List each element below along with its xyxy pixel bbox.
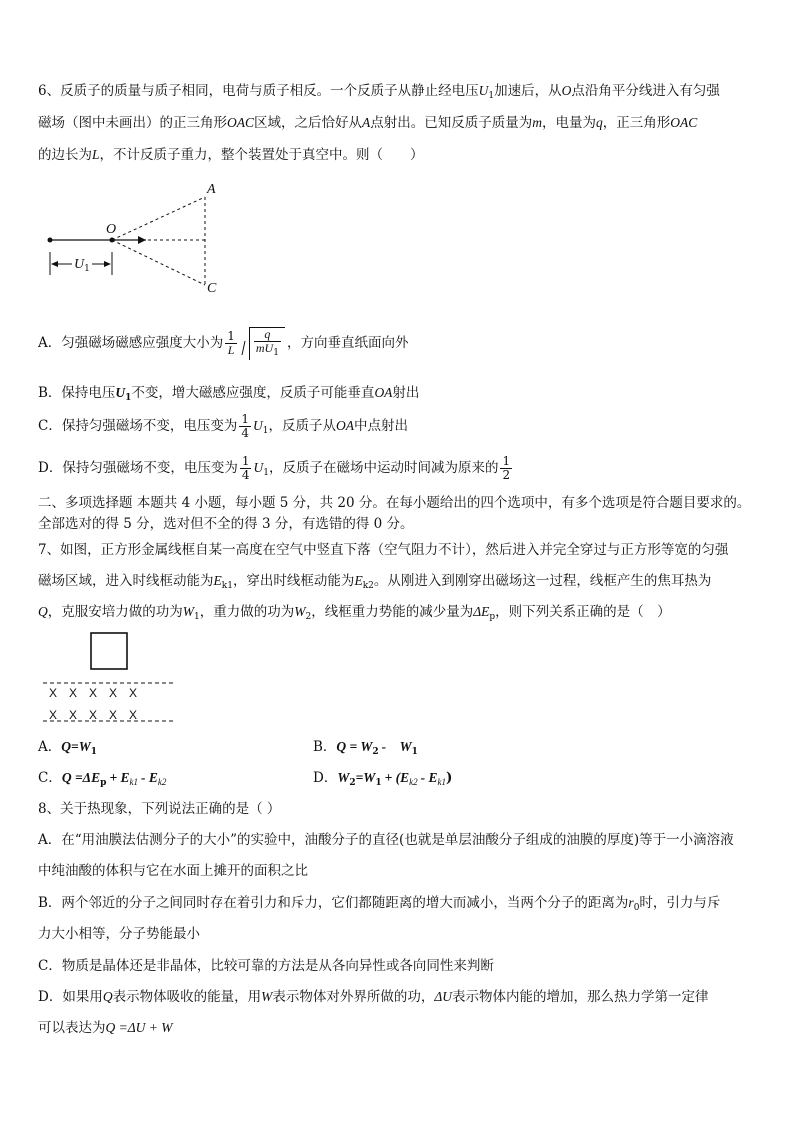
q7-opt-expr: + E — [109, 770, 130, 785]
q7-opt-expr: + (E — [384, 770, 410, 785]
q6-sym: OA — [374, 385, 393, 400]
q7-option-c — [38, 769, 166, 792]
q7-sym: Q — [38, 604, 48, 619]
q6-label-a: A — [207, 182, 216, 197]
frac-num: 1 — [241, 412, 249, 426]
q8-sym: W — [261, 989, 273, 1004]
q7-opt-label: C． — [38, 770, 62, 786]
q6-sym: U — [478, 83, 489, 98]
q7-sub: 2 — [305, 612, 312, 622]
q7-text: ，克服安培力做的功为 — [47, 604, 183, 620]
q8-option-b-line2: 力大小相等，分子势能最小 — [38, 926, 200, 942]
q7-opt-expr: =W — [355, 770, 376, 785]
q7-opt-expr: Q =ΔE — [61, 770, 101, 785]
q6-u1-symbol: U — [74, 257, 85, 272]
q7-opt-expr: W — [337, 770, 350, 785]
q8-option-c: C．物质是晶体还是非晶体，比较可靠的方法是从各向异性或各向同性来判断 — [38, 958, 494, 974]
q8-text: 表示物体吸收的能量，用 — [112, 989, 262, 1005]
q6-sym: L — [92, 147, 100, 162]
q6-opt-text: 不变，增大磁感应强度，反质子可能垂直 — [131, 385, 375, 401]
q7-sub: k2 — [157, 777, 167, 787]
q7-sub: 1 — [194, 612, 200, 622]
q8-text: B．两个邻近的分子之间同时存在着引力和斥力，它们都随距离的增大而减小，当两个分子的距离为 — [38, 895, 629, 911]
q8-option-b-line1 — [38, 894, 720, 917]
q6-sym: A — [362, 115, 371, 130]
frac-sub: 1 — [273, 348, 279, 358]
q8-sym: Q =ΔU + W — [105, 1020, 173, 1035]
q6-text: 点沿角平分线进入有匀强 — [571, 83, 720, 99]
q7-sub: 1 — [90, 747, 97, 757]
q7-sub: 1 — [375, 778, 382, 788]
q7-opt-expr: - E — [141, 770, 158, 785]
q7-text: ，重力做的功为 — [199, 604, 295, 620]
frac-num: 1 — [502, 454, 511, 468]
q7-field-row1: X X X X X — [49, 686, 138, 700]
frac-num: q — [254, 328, 281, 342]
q7-sub: 2 — [372, 747, 379, 757]
q6-sym: U — [253, 460, 264, 475]
q7-sub: 2 — [349, 778, 356, 788]
q7-text: 。从刚进入到刚穿出磁场这一过程，线框产生的焦耳热为 — [373, 573, 712, 589]
q7-option-a — [38, 738, 97, 761]
q6-text: 6、反质子的质量与质子相同，电荷与质子相反。一个反质子从静止经电压 — [38, 83, 479, 99]
q6-label-c: C — [207, 281, 217, 296]
q7-sym: E — [354, 573, 363, 588]
q7-sub: 1 — [411, 747, 418, 757]
q7-opt-label: B． — [313, 739, 337, 755]
q8-text: 表示物体对外界所做的功， — [272, 989, 435, 1005]
frac-den: 2 — [502, 468, 511, 482]
q8-option-a-line2: 中纯油酸的体积与它在水面上摊开的面积之比 — [38, 863, 308, 879]
q6-opt-text: B．保持电压 — [38, 385, 116, 401]
q6-sym: m — [532, 115, 542, 130]
q7-opt-expr: Q = W — [336, 739, 373, 754]
q7-sym: ΔE — [473, 604, 490, 619]
frac-den: mU — [255, 341, 274, 355]
q6-text: 加速后，从 — [494, 83, 562, 99]
q6-text: 点射出。已知反质子质量为 — [370, 115, 533, 131]
q6-sym: q — [596, 115, 603, 130]
q7-sub: k1 — [129, 777, 139, 787]
q8-text: D．如果用 — [38, 989, 103, 1005]
q6-opt-text: 射出 — [392, 385, 420, 401]
q8-text: 可以表达为 — [38, 1020, 106, 1036]
q6-sub: 1 — [488, 91, 495, 101]
q7-sub: k2 — [362, 581, 374, 591]
q7-line1: 7、如图，正方形金属线框自某一高度在空气中竖直下落（空气阻力不计），然后进入并完全穿过与正方形等宽的匀强 — [38, 542, 729, 558]
section2-line2: 全部选对的得 5 分，选对但不全的得 3 分，有选错的得 0 分。 — [38, 516, 414, 532]
q8-line1: 8、关于热现象，下列说法正确的是（ ） — [38, 801, 281, 817]
q7-text: ，则下列关系正确的是（ ） — [495, 604, 671, 620]
q6-sub: 1 — [263, 468, 269, 478]
frac-den: 4 — [241, 468, 250, 482]
q8-sub: 0 — [633, 903, 640, 913]
q6-u1-sub: 1 — [84, 264, 90, 274]
q6-opt-text: C．保持匀强磁场不变，电压变为 — [38, 418, 238, 434]
q6-sym: U — [252, 418, 263, 433]
q8-option-a-line1: A．在“用油膜法估测分子的大小”的实验中，油酸分子的直径(也就是单层油酸分子组成的油膜的厚度)等于一小滴溶液 — [38, 832, 734, 848]
q6-label-o: O — [106, 222, 117, 237]
frac-den: L — [227, 343, 235, 357]
q7-opt-expr: Q=W — [61, 739, 91, 754]
q7-sym: W — [294, 604, 306, 619]
q6-sub: 1 — [125, 393, 132, 403]
q7-opt-expr: - E — [420, 770, 438, 785]
q7-square-frame — [91, 633, 127, 669]
frac-num: 1 — [241, 454, 250, 468]
q6-text: ，正三角形 — [602, 115, 671, 131]
q7-sub: p — [489, 612, 496, 622]
q6-sub: 1 — [262, 426, 269, 436]
q6-text: ，电量为 — [542, 115, 596, 131]
q7-sub: k1 — [437, 777, 447, 787]
q6-opt-text: 中点射出 — [353, 418, 408, 434]
q6-opt-text: ，反质子在磁场中运动时间减为原来的 — [268, 460, 499, 476]
q7-field-row2: X X X X X — [49, 708, 138, 722]
q6-text: 磁场（图中未画出）的正三角形 — [38, 115, 227, 131]
frac-num: 1 — [227, 329, 235, 343]
q7-sub: k1 — [221, 581, 233, 591]
q6-text: 区域，之后恰好从 — [254, 115, 362, 131]
q6-opt-text: D．保持匀强磁场不变，电压变为 — [38, 460, 238, 476]
q6-opt-text: A．匀强磁场磁感应强度大小为 — [38, 335, 224, 351]
q7-text: ，穿出时线框动能为 — [232, 573, 355, 589]
q8-sym: r — [628, 895, 634, 910]
q8-option-d-line2 — [38, 1019, 173, 1037]
q8-sym: Q — [102, 989, 113, 1004]
q6-sym: U — [115, 385, 126, 400]
q8-sym: ΔU — [434, 989, 453, 1004]
q7-opt-expr: ) — [446, 770, 453, 786]
q7-text: ，线框重力势能的减少量为 — [311, 604, 474, 620]
q6-sym: OAC — [670, 115, 698, 130]
q7-opt-label: D． — [313, 770, 338, 786]
q6-sym: OA — [335, 418, 354, 433]
q8-text: 时，引力与斥 — [639, 895, 721, 911]
section2-line1: 二、多项选择题 本题共 4 小题，每小题 5 分，共 20 分。在每小题给出的四个选项中，有多个选项是符合题目要求的。 — [38, 495, 751, 511]
q7-option-d — [313, 769, 452, 792]
q6-text: ，不计反质子重力，整个装置处于真空中。则（ ） — [99, 147, 424, 163]
q6-text: 的边长为 — [38, 147, 92, 163]
q7-opt-expr: - W — [381, 739, 412, 754]
q8-text: 表示物体内能的增加，那么热力学第一定律 — [452, 989, 709, 1005]
q7-sub: k2 — [409, 777, 418, 787]
q6-sym: OAC — [227, 115, 254, 130]
q6-sym: O — [561, 83, 572, 98]
q7-opt-label: A． — [38, 739, 62, 755]
q7-sub: p — [100, 778, 107, 788]
q8-option-d-line1 — [38, 988, 709, 1006]
q6-opt-text: ，反质子从 — [268, 418, 336, 434]
q7-option-b — [313, 738, 418, 761]
frac-den: 4 — [241, 426, 249, 440]
q7-sym: W — [182, 604, 194, 619]
q7-sym: E — [213, 573, 222, 588]
q6-opt-text: ，方向垂直纸面向外 — [286, 335, 409, 351]
q7-text: 磁场区域，进入时线框动能为 — [38, 573, 214, 589]
